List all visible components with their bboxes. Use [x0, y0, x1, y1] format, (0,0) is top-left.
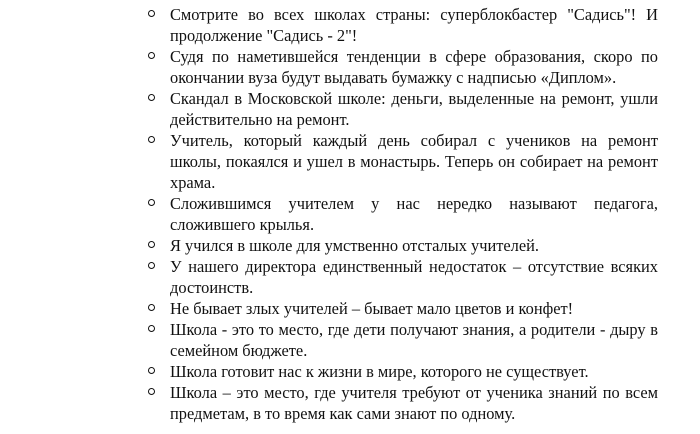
- bullet-list: [145, 4, 658, 424]
- list-item-text: Не бывает злых учителей – бывает мало цветов и конфет!: [170, 299, 574, 318]
- circle-bullet-icon: [148, 304, 155, 311]
- list-item-text: Школа готовит нас к жизни в мире, которого не существует.: [170, 362, 589, 381]
- list-item: [145, 319, 658, 361]
- list-item-text: Смотрите во всех школах страны: суперблокбастер "Садись"! И продолжение "Садись - 2"!: [170, 5, 658, 45]
- circle-bullet-icon: [148, 136, 155, 143]
- list-item-text: Учитель, который каждый день собирал с учеников на ремонт школы, покаялся и ушел в монастырь. Теперь он собирает на ремонт храма.: [170, 131, 658, 192]
- list-item: [145, 256, 658, 298]
- list-item-text: Школа – это место, где учителя требуют от ученика знаний по всем предметам, в то время как сами знают по одному.: [170, 383, 658, 423]
- list-item-text: Сложившимся учителем у нас нередко называют педагога, сложившего крылья.: [170, 194, 658, 234]
- list-item: [145, 88, 658, 130]
- circle-bullet-icon: [148, 199, 155, 206]
- list-item: [145, 235, 658, 256]
- circle-bullet-icon: [148, 367, 155, 374]
- list-item-text: Судя по наметившейся тенденции в сфере образования, скоро по окончании вуза будут выдавать бумажку с надписью «Диплом».: [170, 47, 658, 87]
- list-item-text: Школа - это то место, где дети получают знания, а родители - дыру в семейном бюджете.: [170, 320, 658, 360]
- circle-bullet-icon: [148, 262, 155, 269]
- circle-bullet-icon: [148, 52, 155, 59]
- circle-bullet-icon: [148, 325, 155, 332]
- list-item: [145, 193, 658, 235]
- circle-bullet-icon: [148, 10, 155, 17]
- list-item: [145, 298, 658, 319]
- list-item-text: Я учился в школе для умственно отсталых учителей.: [170, 236, 540, 255]
- list-item-text: Скандал в Московской школе: деньги, выделенные на ремонт, ушли действительно на ремонт.: [170, 89, 658, 129]
- list-item: [145, 46, 658, 88]
- list-item-text: У нашего директора единственный недостаток – отсутствие всяких достоинств.: [170, 257, 658, 297]
- list-item: [145, 382, 658, 424]
- list-item: [145, 130, 658, 193]
- circle-bullet-icon: [148, 388, 155, 395]
- list-item: [145, 361, 658, 382]
- circle-bullet-icon: [148, 94, 155, 101]
- list-item: [145, 4, 658, 46]
- circle-bullet-icon: [148, 241, 155, 248]
